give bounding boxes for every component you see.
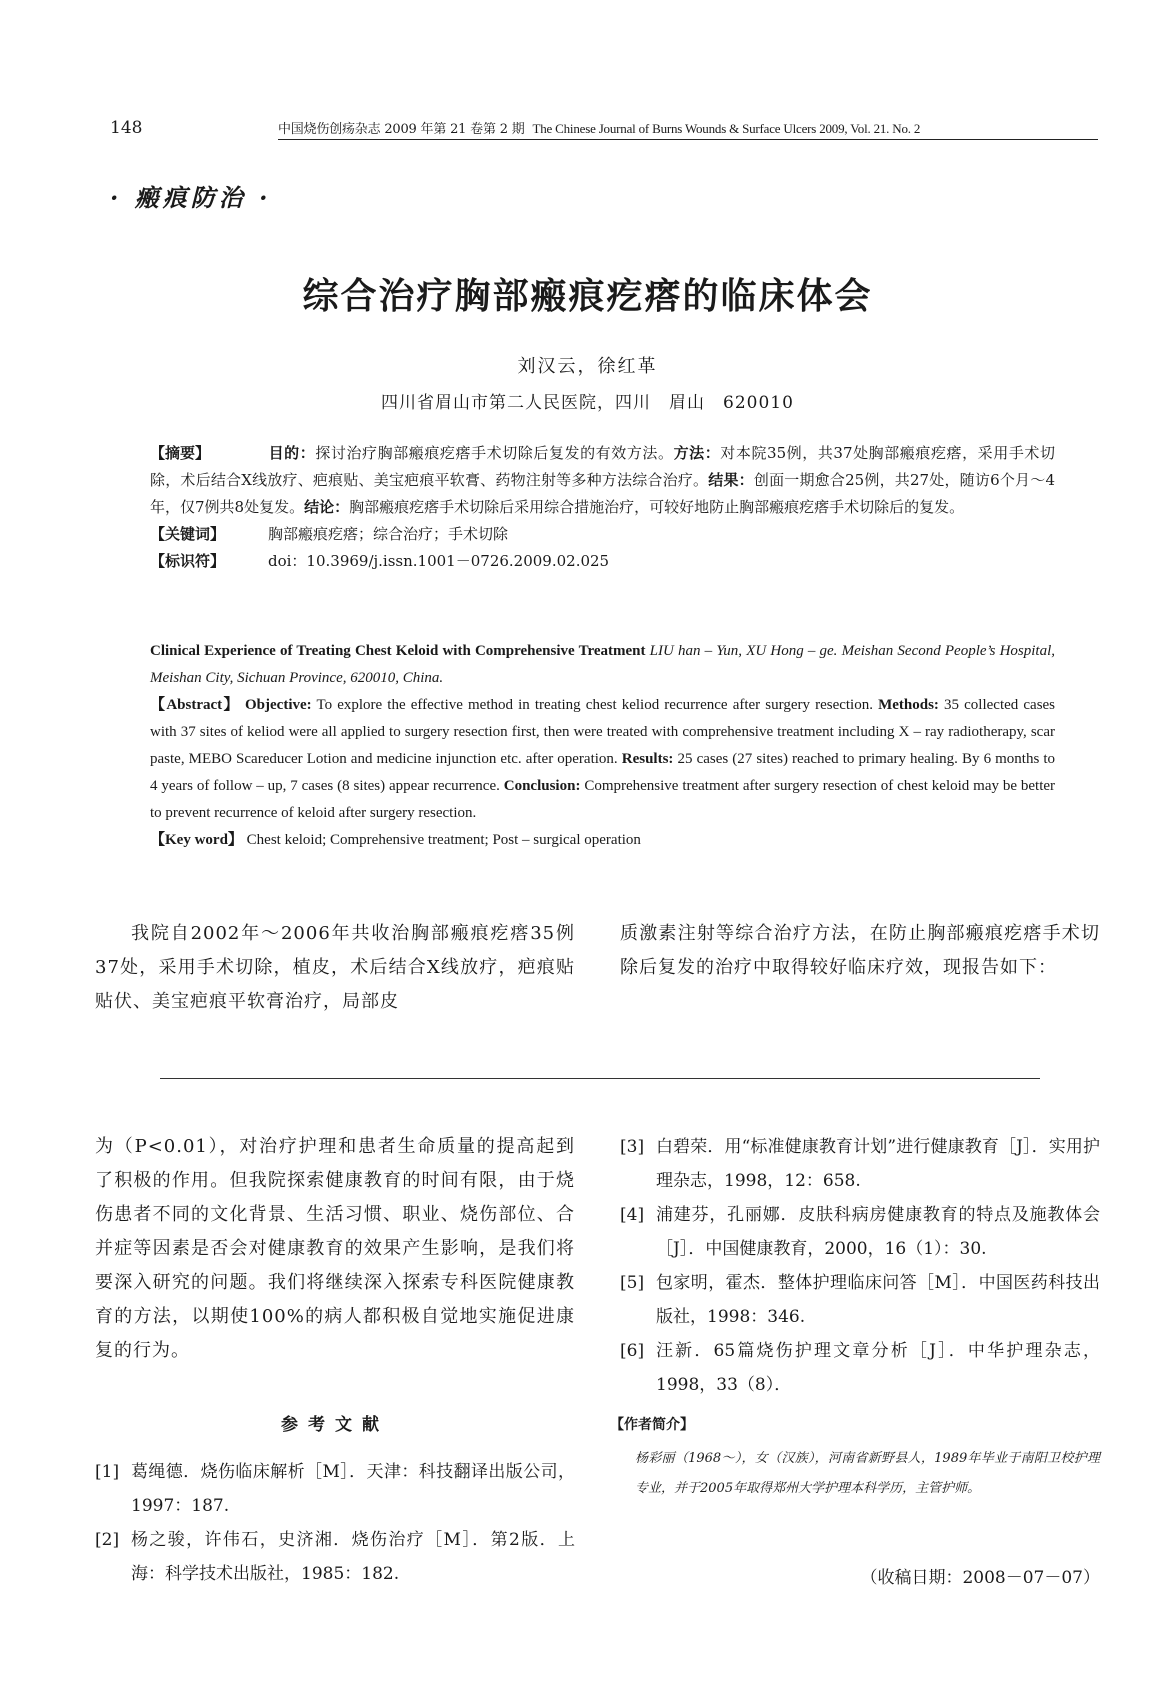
conclusion-text: 胸部瘢痕疙瘩手术切除后采用综合措施治疗，可较好地防止胸部瘢痕疙瘩手术切除后的复发。: [349, 498, 965, 516]
reference-text: 浦建芬，孔丽娜．皮肤科病房健康教育的特点及施教体会［J］．中国健康教育，2000，16（1）：30.: [656, 1205, 1100, 1259]
reference-number: [3]: [620, 1137, 645, 1157]
reference-number: [4]: [620, 1205, 645, 1225]
chinese-abstract: [150, 440, 1055, 575]
reference-text: 葛绳德．烧伤临床解析［M］．天津：科技翻译出版公司，1997：187.: [131, 1462, 575, 1516]
author-note-heading: 【作者简介】: [610, 1417, 694, 1433]
doi-line: [150, 548, 1055, 575]
english-keywords-label: 【Key word】: [150, 832, 243, 848]
english-conclusion-text: Comprehensive treatment after surgery resection of chest keloid may be better to prevent recurrence of keloid after surgery resection.: [150, 778, 1056, 821]
journal-name-cn: 中国烧伤创疡杂志 2009 年第 21 卷第 2 期: [278, 122, 525, 137]
english-results-label: Results:: [621, 751, 674, 767]
section-label: · 瘢痕防治 ·: [110, 183, 272, 212]
english-objective-text: To explore the effective method in treating chest keliod recurrence after surgery resection.: [316, 697, 873, 713]
reference-item: [620, 1130, 1100, 1198]
reference-item: [620, 1334, 1100, 1402]
english-abstract-label: 【Abstract】: [150, 697, 240, 713]
reference-number: [2]: [95, 1530, 120, 1550]
reference-text: 汪新．65篇烧伤护理文章分析［J］．中华护理杂志，1998，33（8）．: [656, 1341, 1100, 1395]
english-abstract-paragraph: [150, 692, 1055, 827]
continuation-text: 为（P<0.01），对治疗护理和患者生命质量的提高起到了积极的作用。但我院探索健康教育的时间有限，由于烧伤患者不同的文化背景、生活习惯、职业、烧伤部位、合并症等因素是否会对健康教育的效果产生影响，是我们将要深入研究的问题。我们将继续深入探索专科医院健康教育的方法，以期使100%的病人都积极自觉地实施促进康复的行为。: [95, 1136, 575, 1361]
authors: 刘汉云，徐红革: [517, 356, 658, 377]
received-date: （收稿日期：2008－07－07）: [860, 1568, 1100, 1588]
methods-label: 方法：: [673, 444, 721, 462]
page-divider: [160, 1078, 1040, 1079]
author-note: 杨彩丽（1968～），女（汉族），河南省新野县人，1989年毕业于南阳卫校护理专业，并于2005年取得郑州大学护理本科学历，主管护师。: [635, 1451, 1100, 1496]
english-title-line: [150, 638, 1055, 692]
journal-name-en: The Chinese Journal of Burns Wounds & Surface Ulcers 2009, Vol. 21. No. 2: [532, 121, 921, 136]
reference-text: 白碧荣．用“标准健康教育计划”进行健康教育［J］．实用护理杂志，1998，12：658.: [656, 1137, 1100, 1191]
reference-item: [95, 1455, 575, 1523]
english-abstract: [150, 638, 1055, 854]
intro-left-column: 我院自2002年～2006年共收治胸部瘢痕疙瘩35例37处，采用手术切除，植皮，术后结合X线放疗，疤痕贴贴伏、美宝疤痕平软膏治疗，局部皮: [95, 923, 575, 1012]
intro-right-column: 质激素注射等综合治疗方法，在防止胸部瘢痕疙瘩手术切除后复发的治疗中取得较好临床疗效，现报告如下：: [620, 923, 1100, 978]
reference-text: 杨之骏，许伟石，史济湘．烧伤治疗［M］．第2版．上海：科学技术出版社，1985：182.: [131, 1530, 575, 1584]
english-objective-label: Objective:: [245, 697, 312, 713]
reference-number: [5]: [620, 1273, 645, 1293]
abstract-paragraph: [150, 440, 1055, 521]
english-keywords-line: [150, 827, 1055, 854]
references-heading: 参考文献: [281, 1415, 389, 1435]
reference-number: [6]: [620, 1341, 645, 1361]
running-header: [278, 118, 1098, 140]
results-text: 创面一期愈合25例，共27处，随访6个月～4年，仅7例共8处复发。: [150, 471, 1055, 516]
reference-item: [95, 1523, 575, 1591]
results-label: 结果：: [708, 471, 754, 489]
reference-text: 包家明，霍杰．整体护理临床问答［M］．中国医药科技出版社，1998：346.: [656, 1273, 1100, 1327]
english-conclusion-label: Conclusion:: [503, 778, 581, 794]
english-methods-text: 35 collected cases with 37 sites of keliod were all applied to surgery resection first, then were treated with comprehensive treatment including X – ray radiotherapy, scar paste, MEBO Scareducer Lotion and medicine injunction etc. after operation.: [150, 697, 1056, 767]
objective-label: 目的：: [268, 444, 316, 462]
english-keywords-text: Chest keloid; Comprehensive treatment; Post – surgical operation: [246, 832, 641, 848]
reference-item: [620, 1198, 1100, 1266]
references-left-column: [95, 1455, 575, 1591]
page-number: 148: [110, 118, 143, 138]
affiliation: 四川省眉山市第二人民医院，四川 眉山 620010: [381, 393, 794, 413]
keywords-text: 胸部瘢痕疙瘩；综合治疗；手术切除: [268, 525, 509, 543]
doi-label: 【标识符】: [150, 552, 226, 570]
conclusion-label: 结论：: [304, 498, 350, 516]
references-right-column: [620, 1130, 1100, 1402]
objective-text: 探讨治疗胸部瘢痕疙瘩手术切除后复发的有效方法。: [315, 444, 674, 462]
keywords-line: [150, 521, 1055, 548]
doi-text: doi：10.3969/j.issn.1001－0726.2009.02.025: [268, 552, 610, 570]
english-authors: LIU han – Yun, XU Hong – ge. Meishan Second People’s Hospital, Meishan City, Sichuan Province, 620010, China.: [150, 643, 1056, 686]
keywords-label: 【关键词】: [150, 525, 226, 543]
english-methods-label: Methods:: [878, 697, 939, 713]
abstract-label: 【摘要】: [150, 444, 211, 462]
english-title: Clinical Experience of Treating Chest Keloid with Comprehensive Treatment: [150, 643, 646, 659]
reference-item: [620, 1266, 1100, 1334]
reference-number: [1]: [95, 1462, 120, 1482]
article-title: 综合治疗胸部瘢痕疙瘩的临床体会: [302, 276, 873, 317]
methods-text: 对本院35例，共37处胸部瘢痕疙瘩，采用手术切除，术后结合X线放疗、疤痕贴、美宝疤痕平软膏、药物注射等多种方法综合治疗。: [150, 444, 1055, 489]
english-results-text: 25 cases (27 sites) reached to primary healing. By 6 months to 4 years of follow – up, 7 cases (8 sites) appear recurrence.: [150, 751, 1056, 794]
